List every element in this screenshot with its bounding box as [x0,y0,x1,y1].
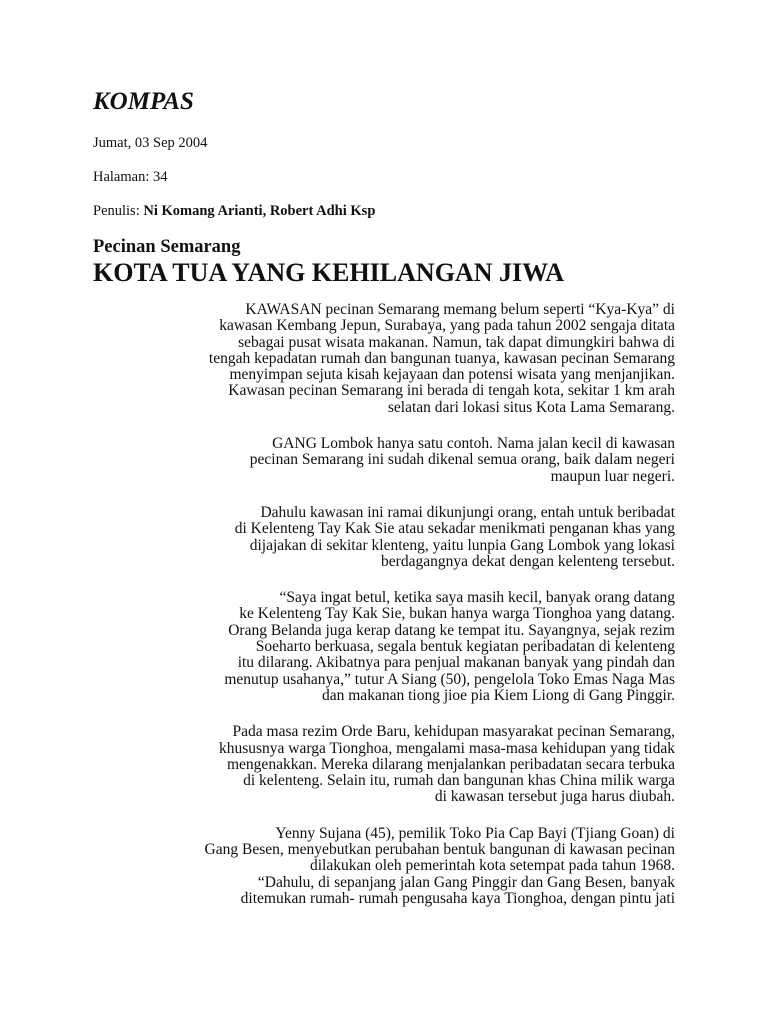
paragraph-line: mengenakkan. Mereka dilarang menjalankan peribadatan secara terbuka [227,755,675,773]
article-paragraph [150,436,675,485]
paragraph-line: selatan dari lokasi situs Kota Lama Semarang. [387,398,675,416]
paragraph-line: maupun luar negeri. [550,467,675,485]
paragraph-line: dilakukan oleh pemerintah kota setempat pada tahun 1968. [310,857,675,875]
article-headline: KOTA TUA YANG KEHILANGAN JIWA [93,258,564,287]
masthead: KOMPAS [93,88,194,115]
paragraph-line: itu dilarang. Akibatnya para penjual makanan banyak yang pindah dan [237,654,675,672]
paragraph-line: berdagangnya dekat dengan kelenteng tersebut. [381,552,675,570]
paragraph-line: Pada masa rezim Orde Baru, kehidupan masyarakat pecinan Semarang, [232,723,675,741]
paragraph-line: ditemukan rumah- rumah pengusaha kaya Tionghoa, dengan pintu jati [240,889,675,907]
article-paragraph [150,826,675,907]
paragraph-line: tengah kepadatan rumah dan bangunan tuanya, kawasan pecinan Semarang [208,349,675,367]
paragraph-line: Yenny Sujana (45), pemilik Toko Pia Cap Bayi (Tjiang Goan) di [275,824,675,842]
article-kicker: Pecinan Semarang [93,237,241,257]
paragraph-line: ke Kelenteng Tay Kak Sie, bukan hanya warga Tionghoa yang datang. [239,605,675,623]
paragraph-line: dan makanan tiong jioe pia Kiem Liong di Gang Pinggir. [322,686,675,704]
article-paragraph [150,724,675,805]
paragraph-line: “Dahulu, di sepanjang jalan Gang Pinggir dan Gang Besen, banyak [257,873,675,891]
paragraph-line: Soeharto berkuasa, segala bentuk kegiatan peribadatan di kelenteng [255,638,675,656]
publication-date: Jumat, 03 Sep 2004 [93,135,208,151]
paragraph-line: Orang Belanda juga kerap datang ke tempat itu. Sayangnya, sejak rezim [228,621,675,639]
paragraph-line: kawasan Kembang Jepun, Surabaya, yang pada tahun 2002 sengaja ditata [219,317,675,335]
paragraph-line: pecinan Semarang ini sudah dikenal semua orang, baik dalam negeri [249,451,675,469]
page-number: Halaman: 34 [93,169,168,185]
paragraph-line: Gang Besen, menyebutkan perubahan bentuk bangunan di kawasan pecinan [204,841,675,859]
author-names: Ni Komang Arianti, Robert Adhi Ksp [143,203,376,219]
paragraph-line: di Kelenteng Tay Kak Sie atau sekadar menikmati penganan khas yang [234,520,675,538]
paragraph-line: dijajakan di sekitar klenteng, yaitu lunpia Gang Lombok yang lokasi [249,536,675,554]
article-paragraph [150,302,675,416]
paragraph-line: KAWASAN pecinan Semarang memang belum seperti “Kya-Kya” di [245,301,675,318]
author-label: Penulis: [93,203,140,219]
article-paragraph [150,505,675,570]
paragraph-line: Dahulu kawasan ini ramai dikunjungi orang, entah untuk beribadat [260,503,675,521]
paragraph-line: menyimpan sejuta kisah kejayaan dan potensi wisata yang menjanjikan. [229,366,675,384]
paragraph-line: khususnya warga Tionghoa, mengalami masa-masa kehidupan yang tidak [218,739,675,757]
paragraph-line: GANG Lombok hanya satu contoh. Nama jalan kecil di kawasan [272,435,675,453]
paragraph-line: “Saya ingat betul, ketika saya masih kecil, banyak orang datang [279,589,675,607]
author-line [93,202,375,220]
paragraph-line: di kelenteng. Selain itu, rumah dan bangunan khas China milik warga [243,772,675,790]
article-body [150,302,675,927]
paragraph-line: sebagai pusat wisata makanan. Namun, tak dapat dimungkiri bahwa di [238,333,675,351]
article-paragraph [150,590,675,704]
paragraph-line: di kawasan tersebut juga harus diubah. [434,788,675,806]
paragraph-line: menutup usahanya,” tutur A Siang (50), pengelola Toko Emas Naga Mas [224,670,675,688]
paragraph-line: Kawasan pecinan Semarang ini berada di tengah kota, sekitar 1 km arah [228,382,675,400]
